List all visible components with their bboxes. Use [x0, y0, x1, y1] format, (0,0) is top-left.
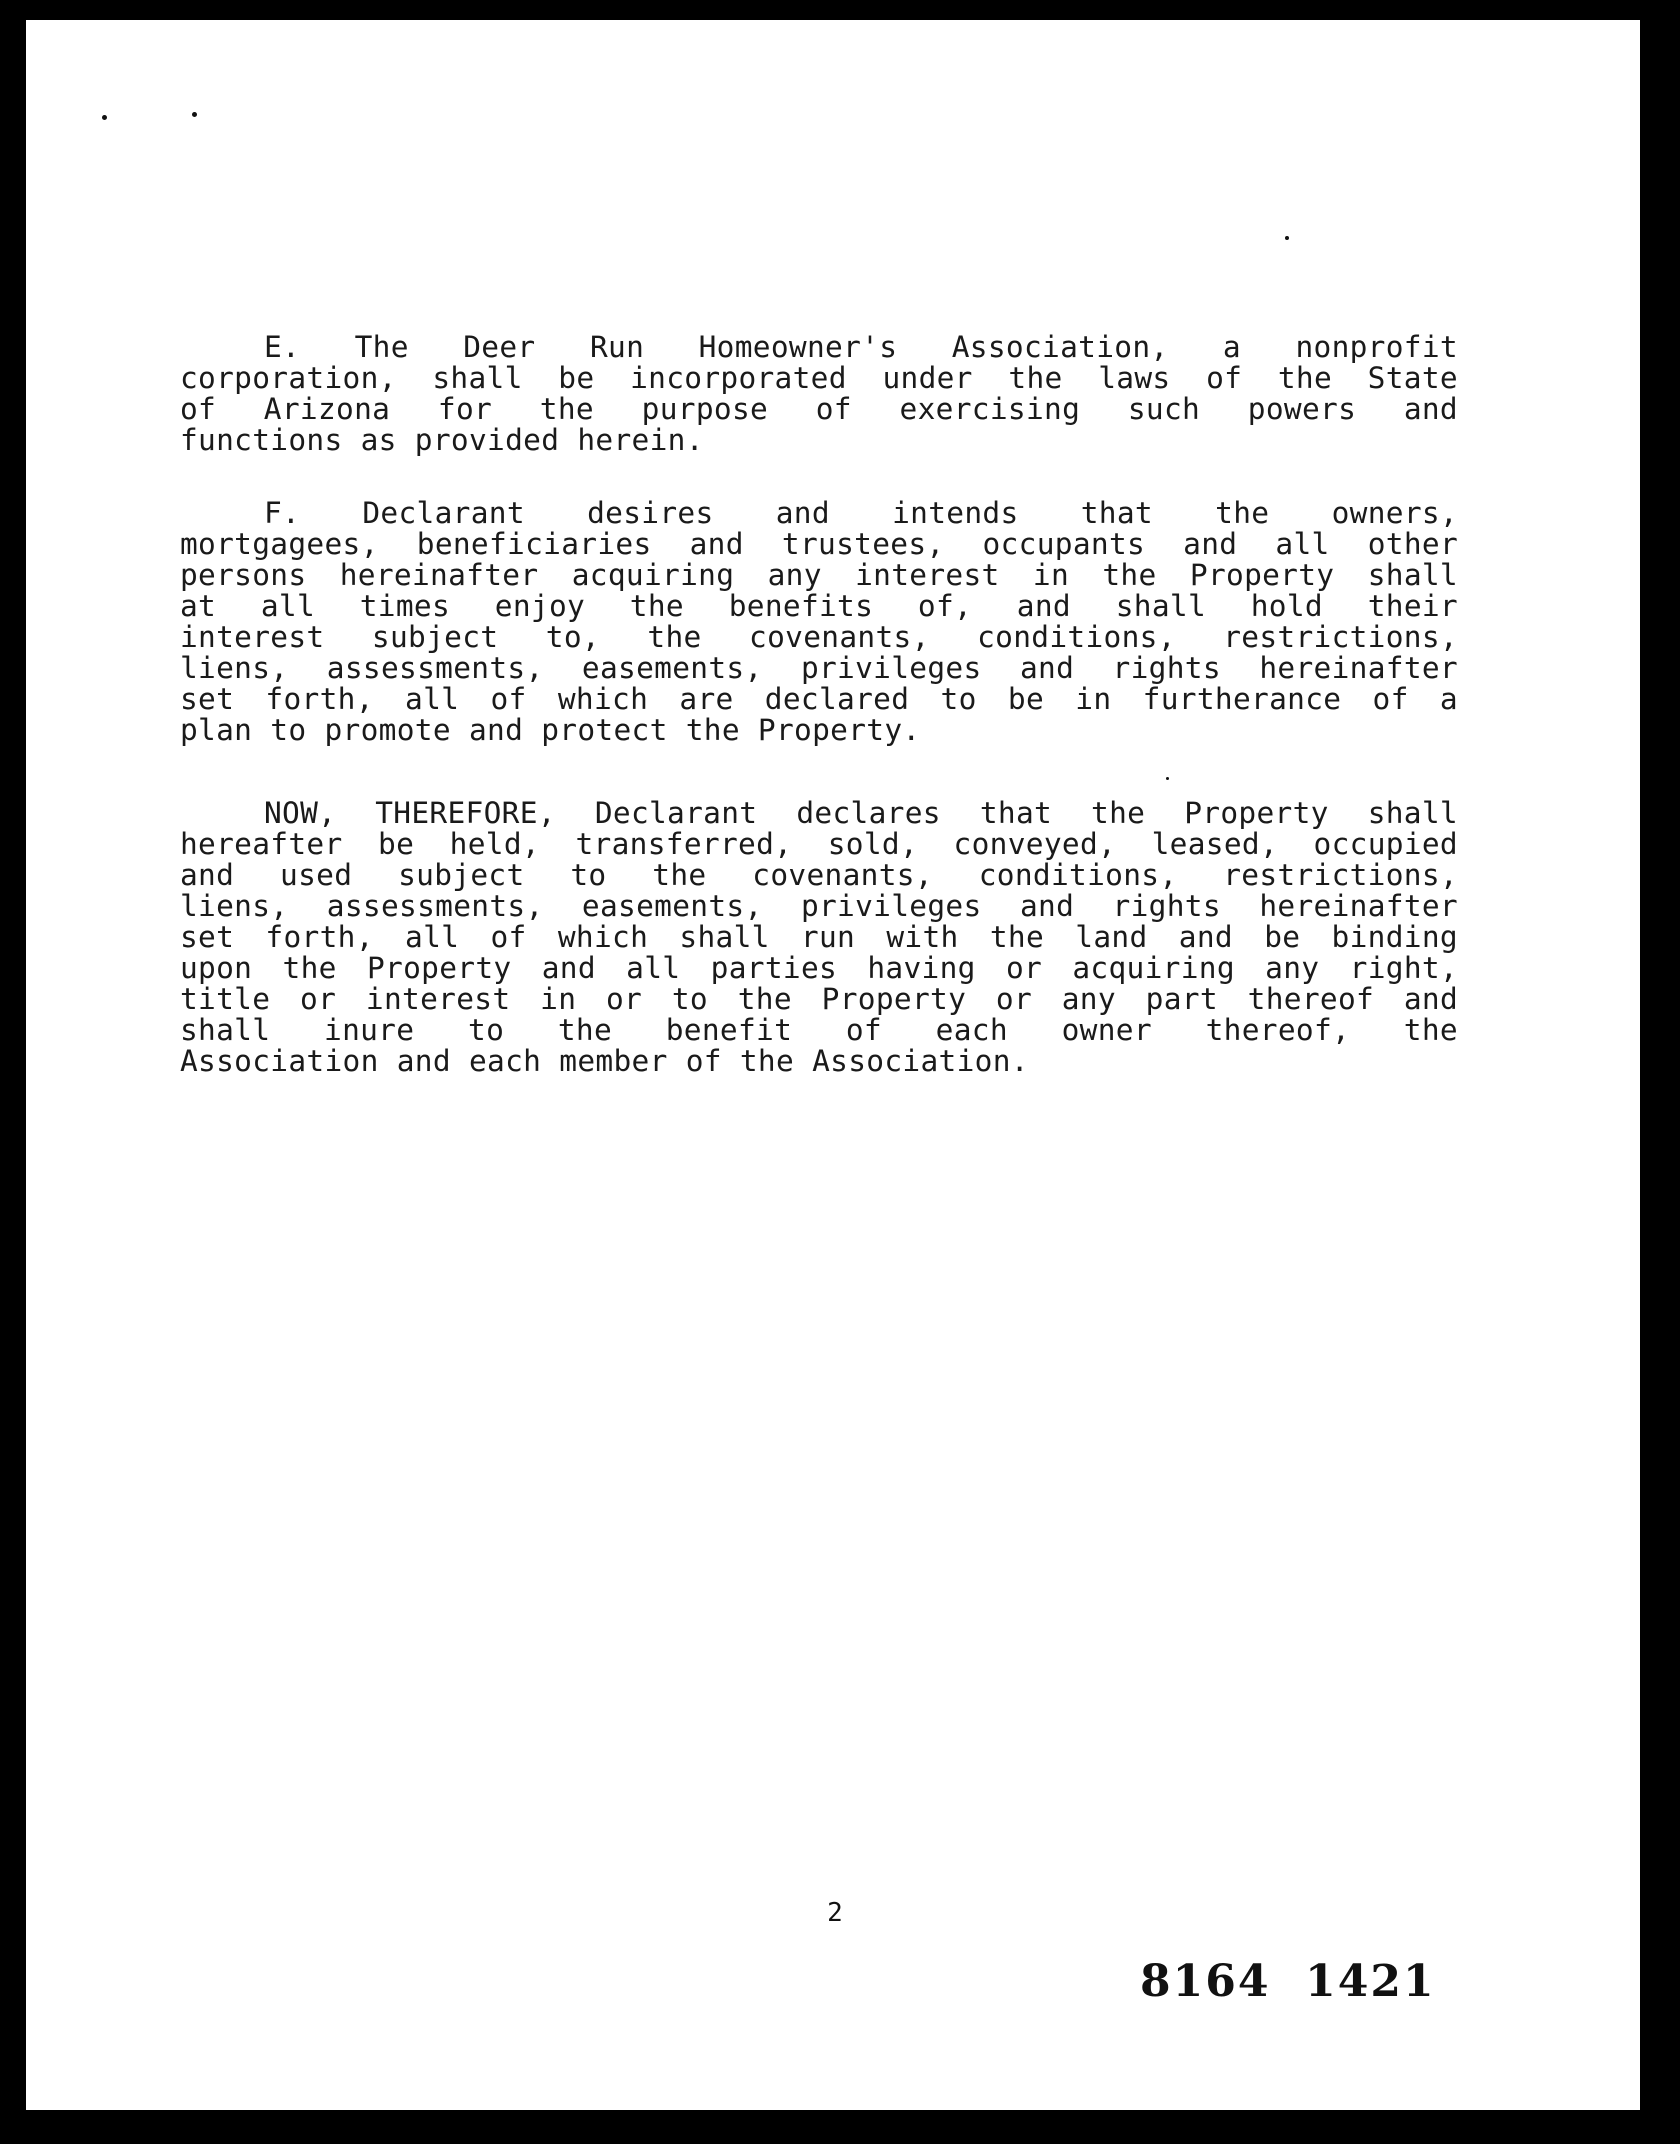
- paragraph-line: plan to promote and protect the Property.: [180, 713, 921, 747]
- paragraph-line: Association and each member of the Association.: [180, 1044, 1029, 1078]
- paragraph-line: NOW, THEREFORE, Declarant declares that the Property shall: [264, 796, 1458, 830]
- paragraph-e: [180, 332, 1458, 456]
- paragraph-line: liens, assessments, easements, privileges and rights hereinafter: [180, 651, 1458, 685]
- paragraph-line: of Arizona for the purpose of exercising such powers and: [180, 392, 1458, 426]
- scan-speck: [1166, 777, 1169, 780]
- paragraph-now-therefore: [180, 798, 1458, 1077]
- paragraph-line: mortgagees, beneficiaries and trustees, occupants and all other: [180, 527, 1458, 561]
- paragraph-line: title or interest in or to the Property or any part thereof and: [180, 982, 1458, 1016]
- paragraph-line: persons hereinafter acquiring any interest in the Property shall: [180, 558, 1458, 592]
- page-number: 2: [827, 1898, 843, 1928]
- paragraph-line: interest subject to, the covenants, conditions, restrictions,: [180, 620, 1458, 654]
- paragraph-line: and used subject to the covenants, conditions, restrictions,: [180, 858, 1458, 892]
- paragraph-line: upon the Property and all parties having or acquiring any right,: [180, 951, 1458, 985]
- paragraph-line: shall inure to the benefit of each owner thereof, the: [180, 1013, 1458, 1047]
- paragraph-line: at all times enjoy the benefits of, and shall hold their: [180, 589, 1458, 623]
- paragraph-line: E. The Deer Run Homeowner's Association, a nonprofit: [264, 330, 1458, 364]
- scan-speck: [102, 115, 107, 120]
- scan-speck: [1285, 236, 1289, 240]
- paragraph-line: set forth, all of which shall run with the land and be binding: [180, 920, 1458, 954]
- paragraph-line: functions as provided herein.: [180, 423, 704, 457]
- paragraph-f: [180, 498, 1458, 746]
- scan-speck: [192, 112, 197, 117]
- paragraph-line: F. Declarant desires and intends that the owners,: [264, 496, 1458, 530]
- paragraph-line: liens, assessments, easements, privileges and rights hereinafter: [180, 889, 1458, 923]
- paragraph-line: set forth, all of which are declared to be in furtherance of a: [180, 682, 1458, 716]
- document-page: [26, 20, 1640, 2110]
- paragraph-line: hereafter be held, transferred, sold, conveyed, leased, occupied: [180, 827, 1458, 861]
- paragraph-line: corporation, shall be incorporated under the laws of the State: [180, 361, 1458, 395]
- recording-stamp: 8164 1421: [1140, 1956, 1436, 2007]
